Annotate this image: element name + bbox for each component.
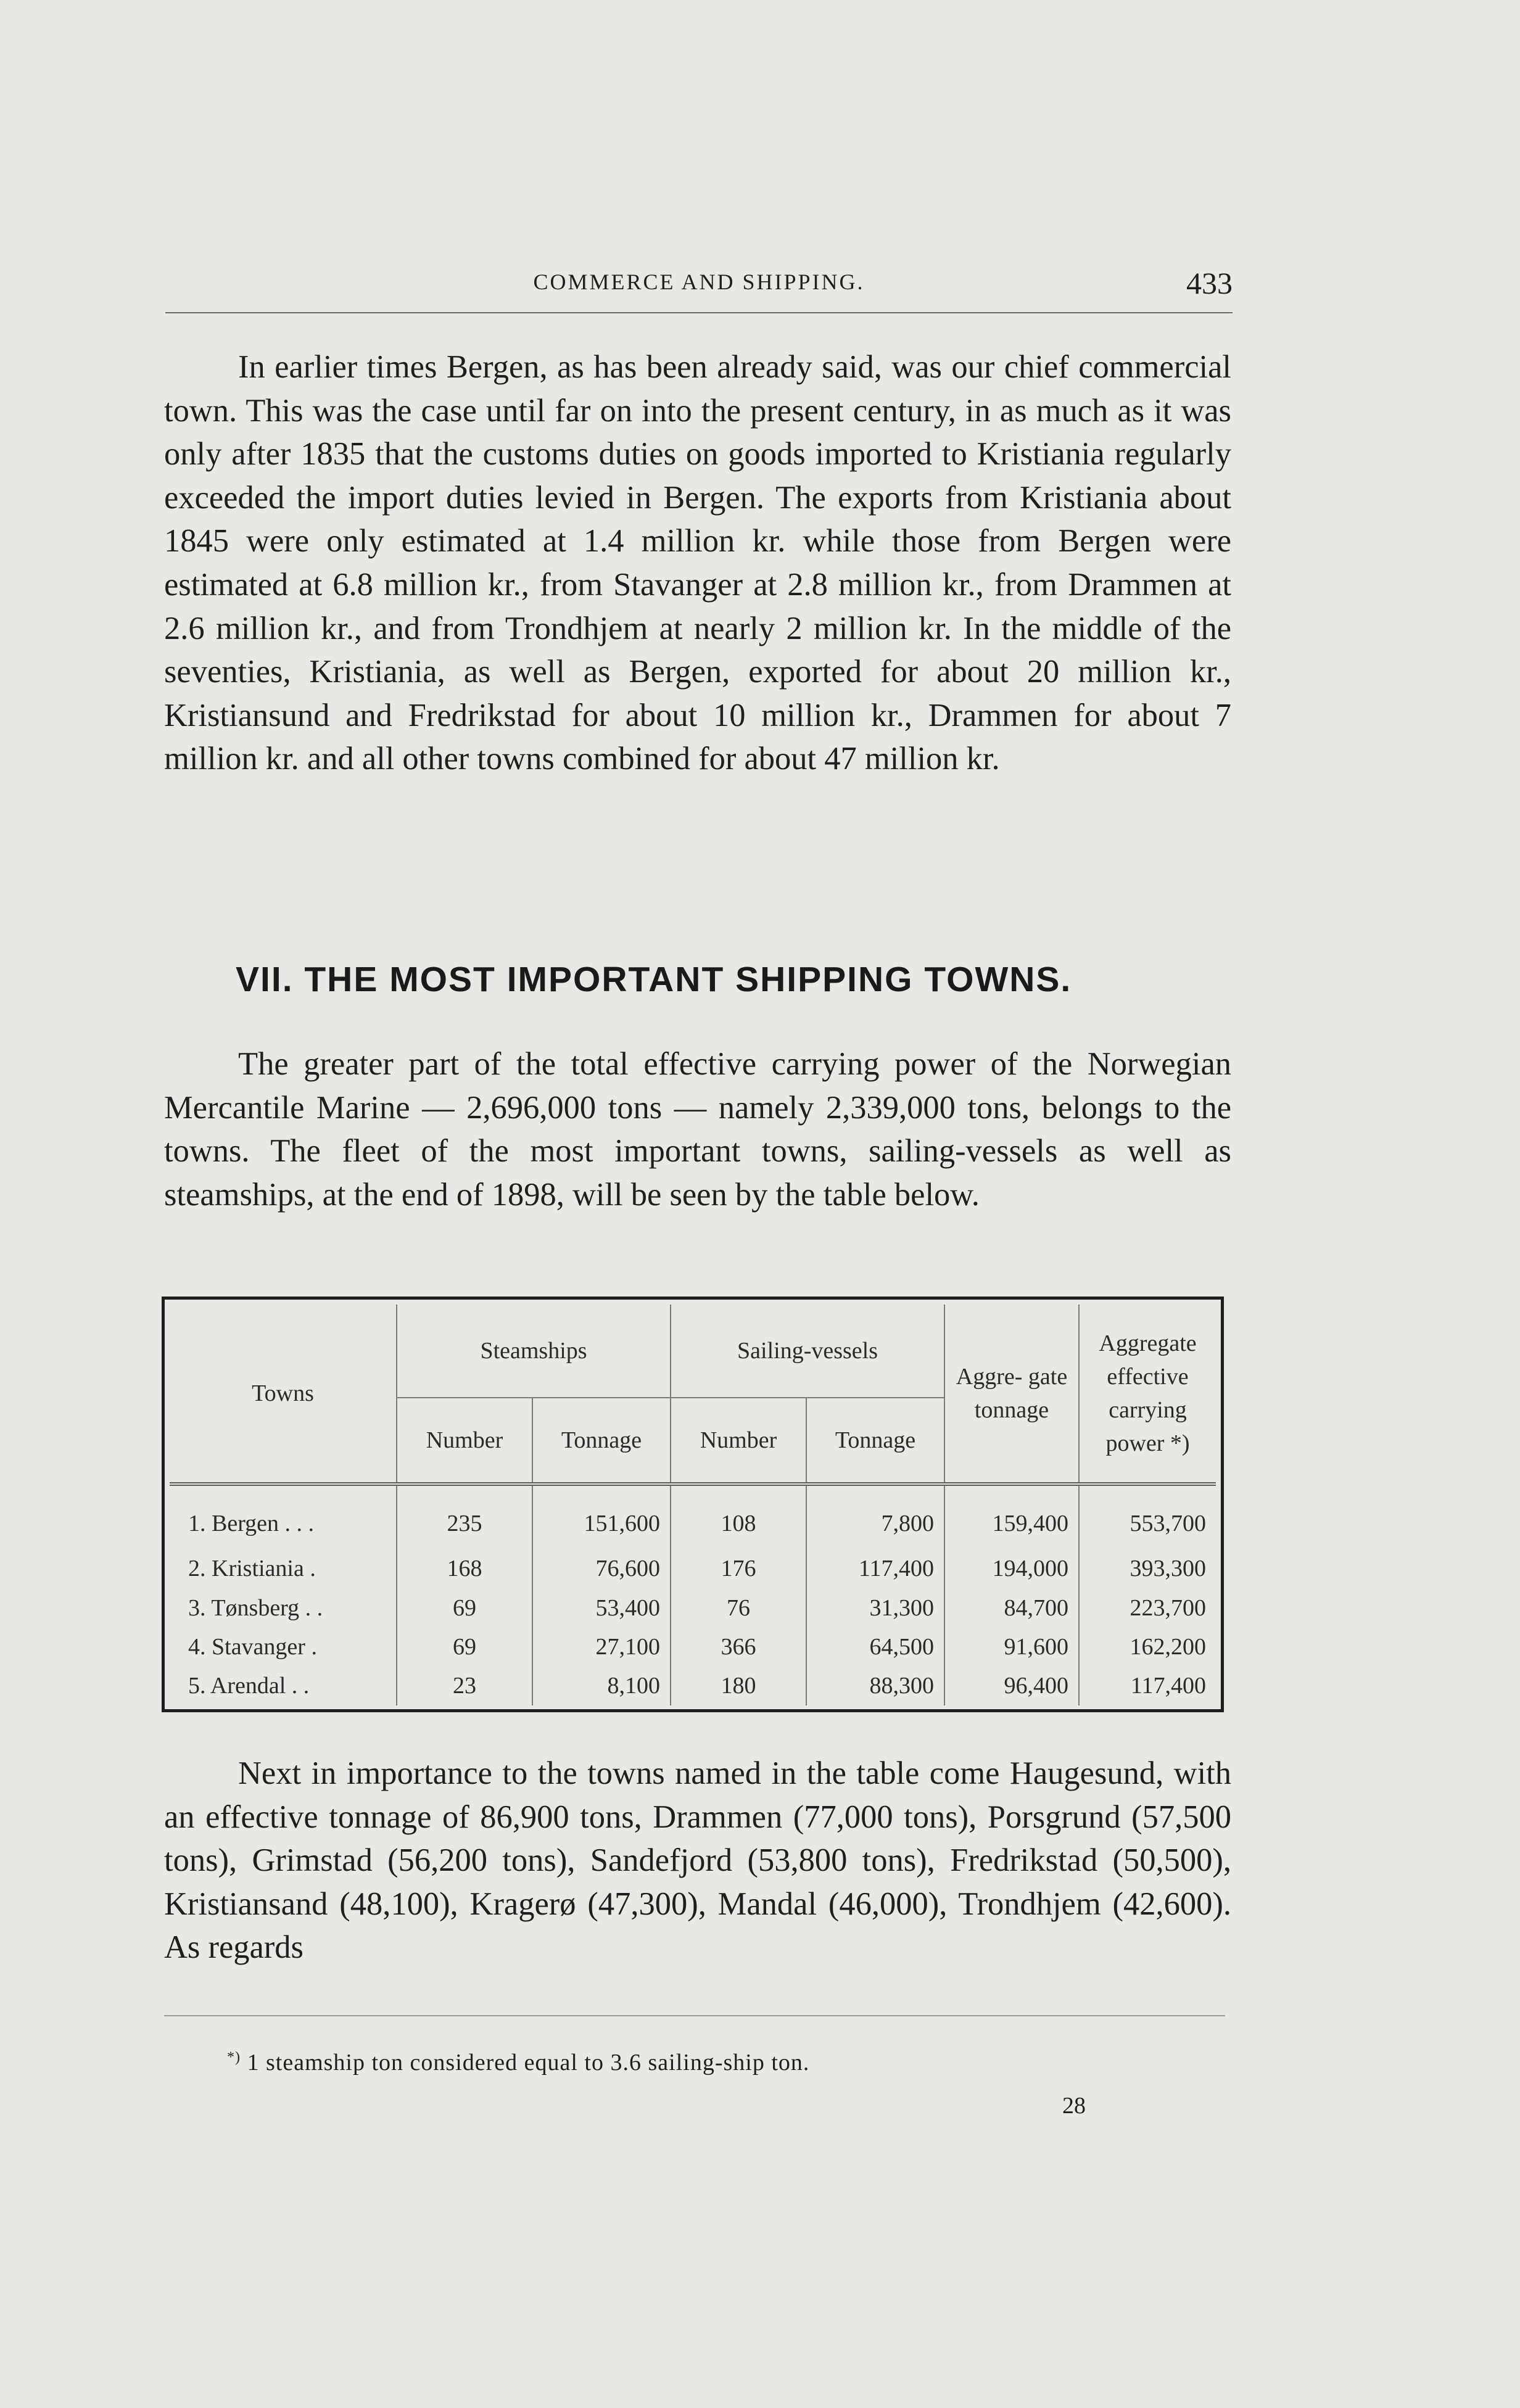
table-cell: 23 [397, 1667, 532, 1705]
town-cell: 3. Tønsberg . . [170, 1588, 397, 1627]
header-rule [165, 312, 1233, 313]
section-heading: VII. THE MOST IMPORTANT SHIPPING TOWNS. [236, 960, 1072, 999]
footnote-rule [164, 2015, 1225, 2016]
town-cell: 1. Bergen . . . [170, 1484, 397, 1549]
header-aggregate-tonnage: Aggre- gate tonnage [944, 1305, 1079, 1484]
table-cell: 180 [671, 1667, 806, 1705]
footnote-text: 1 steamship ton considered equal to 3.6 sailing-ship ton. [247, 2050, 810, 2076]
table-cell: 553,700 [1079, 1484, 1216, 1549]
table-cell: 159,400 [944, 1484, 1079, 1549]
table-row [170, 1667, 1216, 1705]
table-row [170, 1588, 1216, 1627]
table-row [170, 1627, 1216, 1666]
table-grid [170, 1305, 1216, 1705]
table-cell: 96,400 [944, 1667, 1079, 1705]
table-cell: 69 [397, 1627, 532, 1666]
running-title: COMMERCE AND SHIPPING. [533, 270, 865, 294]
page-number: 433 [1186, 266, 1233, 300]
table-cell: 91,600 [944, 1627, 1079, 1666]
header-sail-tonnage: Tonnage [806, 1398, 944, 1484]
signature-mark: 28 [1062, 2093, 1086, 2119]
paragraph-earlier-times: In earlier times Bergen, as has been already said, was our chief commercial town. This was the case until far on into the present century, in as much as it was only after 1835 that the customs duties on goods imported to Kristiania regularly exceeded the import duties levied in Bergen. The exports from Kristiania about 1845 were only estimated at 1.4 million kr. while those from Bergen were estimated at 6.8 million kr., from Stavanger at 2.8 million kr., from Drammen at 2.6 million kr., and from Trondhjem at nearly 2 million kr. In the middle of the seventies, Kristiania, as well as Bergen, exported for about 20 million kr., Kristiansund and Fredrikstad for about 10 million kr., Drammen for about 7 million kr. and all other towns combined for about 47 million kr. [164, 349, 1231, 777]
table-cell: 162,200 [1079, 1627, 1216, 1666]
table-cell: 84,700 [944, 1588, 1079, 1627]
paragraph-greater-part: The greater part of the total effective carrying power of the Norwegian Mercantile Marine — 2,696,000 tons — namely 2,339,000 tons, belongs to the towns. The fleet of the most important towns, sailing-vessels as well as steamships, at the end of 1898, will be seen by the table below. [164, 1046, 1231, 1213]
table-cell: 31,300 [806, 1588, 944, 1627]
header-steam-number: Number [397, 1398, 532, 1484]
table-cell: 76 [671, 1588, 806, 1627]
table-cell: 64,500 [806, 1627, 944, 1666]
table-cell: 117,400 [1079, 1667, 1216, 1705]
footnote [227, 2049, 809, 2076]
footnote-marker: *) [227, 2049, 241, 2066]
table-cell: 168 [397, 1549, 532, 1588]
table-cell: 27,100 [532, 1627, 671, 1666]
paragraph-next-in-importance: Next in importance to the towns named in the table come Haugesund, with an effective tonnage of 86,900 tons, Drammen (77,000 tons), Porsgrund (57,500 tons), Grimstad (56,200 tons), Sandefjord (53,800 tons), Fredrikstad (50,500), Kristiansand (48,100), Kragerø (47,300), Mandal (46,000), Trondhjem (42,600). As regards [164, 1755, 1231, 1966]
table-cell: 117,400 [806, 1549, 944, 1588]
running-head [165, 266, 1233, 303]
shipping-towns-table [162, 1297, 1224, 1712]
table-cell: 151,600 [532, 1484, 671, 1549]
header-sailing-vessels: Sailing-vessels [671, 1305, 944, 1398]
header-steamships: Steamships [397, 1305, 671, 1398]
table-cell: 366 [671, 1627, 806, 1666]
town-cell: 5. Arendal . . [170, 1667, 397, 1705]
table-cell: 69 [397, 1588, 532, 1627]
table-cell: 194,000 [944, 1549, 1079, 1588]
header-effective-carrying-power: Aggregate effective carrying power *) [1079, 1305, 1216, 1484]
table-cell: 88,300 [806, 1667, 944, 1705]
header-towns: Towns [170, 1305, 397, 1484]
table-cell: 176 [671, 1549, 806, 1588]
table-row [170, 1484, 1216, 1549]
town-cell: 4. Stavanger . [170, 1627, 397, 1666]
table-row [170, 1549, 1216, 1588]
table-cell: 235 [397, 1484, 532, 1549]
table-cell: 76,600 [532, 1549, 671, 1588]
table-cell: 393,300 [1079, 1549, 1216, 1588]
table-cell: 223,700 [1079, 1588, 1216, 1627]
table-cell: 7,800 [806, 1484, 944, 1549]
header-sail-number: Number [671, 1398, 806, 1484]
table-cell: 53,400 [532, 1588, 671, 1627]
table-cell: 108 [671, 1484, 806, 1549]
header-steam-tonnage: Tonnage [532, 1398, 671, 1484]
table-cell: 8,100 [532, 1667, 671, 1705]
town-cell: 2. Kristiania . [170, 1549, 397, 1588]
